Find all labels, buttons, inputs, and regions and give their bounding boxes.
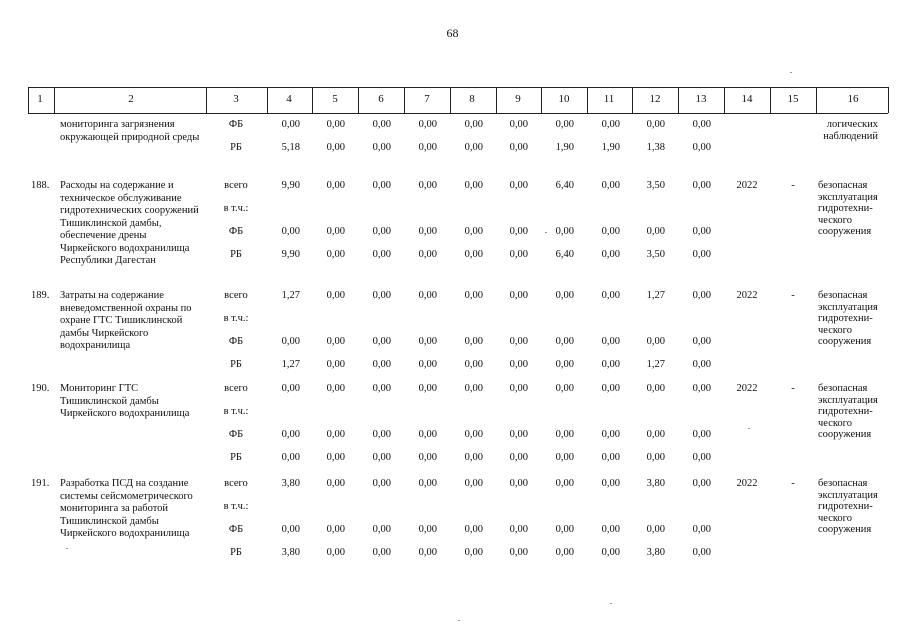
amount-cell: 0,00	[509, 249, 528, 260]
amount-cell: 0,00	[509, 180, 528, 191]
amount-cell: 0,00	[418, 180, 437, 191]
amount-cell: 0,00	[692, 290, 711, 301]
amount-cell: 3,50	[646, 249, 665, 260]
amount-cell: 1,27	[646, 290, 665, 301]
expected-result-line: ческого	[818, 214, 852, 226]
year-cell: 2022	[736, 478, 758, 489]
amount-cell: 0,00	[418, 290, 437, 301]
amount-cell: 0,00	[509, 452, 528, 463]
amount-cell: 0,00	[555, 359, 574, 370]
amount-cell: 0,00	[601, 383, 620, 394]
amount-cell: 0,00	[601, 249, 620, 260]
measure-name-line: системы сейсмометрического	[60, 490, 193, 502]
amount-cell: 0,00	[418, 478, 437, 489]
amount-cell: 0,00	[464, 359, 483, 370]
amount-cell: 0,00	[555, 429, 574, 440]
amount-cell: 0,00	[326, 547, 345, 558]
dash-cell: -	[791, 383, 795, 394]
column-header-3: 3	[233, 93, 239, 105]
amount-cell: 0,00	[601, 429, 620, 440]
amount-cell: 3,80	[646, 547, 665, 558]
amount-cell: 0,00	[692, 524, 711, 535]
expected-result-line: сооружения	[818, 524, 872, 535]
measure-name-line: вневедомственной охраны по	[60, 302, 192, 314]
amount-cell: 0,00	[464, 478, 483, 489]
header-column-divider	[358, 87, 359, 113]
amount-cell: 0,00	[372, 142, 391, 153]
header-bottom-rule	[28, 113, 888, 114]
expected-result-line: ческого	[818, 324, 852, 336]
amount-cell: 0,00	[464, 249, 483, 260]
scan-speck	[748, 428, 750, 429]
measure-name-line: Затраты на содержание	[60, 290, 164, 301]
amount-cell: 0,00	[509, 336, 528, 347]
amount-cell: 0,00	[372, 429, 391, 440]
amount-cell: 0,00	[555, 478, 574, 489]
amount-cell: 0,00	[372, 547, 391, 558]
scan-speck	[545, 232, 547, 233]
amount-cell: 0,00	[555, 119, 574, 130]
amount-cell: 0,00	[555, 226, 574, 237]
amount-cell: 0,00	[692, 249, 711, 260]
funding-source: ФБ	[228, 429, 244, 440]
expected-result-line: эксплуатация	[818, 489, 878, 501]
column-header-10: 10	[558, 93, 570, 105]
column-header-2: 2	[128, 93, 134, 105]
amount-cell: 0,00	[601, 336, 620, 347]
measure-name-line: мониторинга за работой	[60, 503, 169, 514]
funding-source: в т.ч.:	[223, 501, 249, 512]
amount-cell: 0,00	[372, 478, 391, 489]
amount-cell: 1,90	[601, 142, 620, 153]
expected-result-line: безопасная	[818, 290, 868, 301]
funding-source: РБ	[230, 452, 242, 463]
expected-result-line: сооружения	[818, 336, 872, 347]
column-header-12: 12	[649, 93, 661, 105]
column-header-16: 16	[847, 93, 859, 105]
expected-result-line: безопасная	[818, 478, 868, 489]
header-column-divider	[770, 87, 771, 113]
expected-result-line: эксплуатация	[818, 301, 878, 313]
column-header-13: 13	[695, 93, 707, 105]
amount-cell: 0,00	[509, 119, 528, 130]
amount-cell: 0,00	[326, 336, 345, 347]
measure-name-line: Республики Дагестан	[60, 255, 156, 266]
column-header-1: 1	[37, 93, 43, 105]
row-number: 190.	[31, 383, 50, 394]
amount-cell: 0,00	[418, 524, 437, 535]
amount-cell: 0,00	[281, 452, 300, 463]
amount-cell: 0,00	[509, 547, 528, 558]
amount-cell: 0,00	[509, 226, 528, 237]
header-column-divider	[450, 87, 451, 113]
column-header-9: 9	[515, 93, 521, 105]
amount-cell: 1,38	[646, 142, 665, 153]
header-column-divider	[206, 87, 207, 113]
amount-cell: 0,00	[418, 249, 437, 260]
column-header-6: 6	[378, 93, 384, 105]
expected-result-line: сооружения	[818, 226, 872, 237]
expected-result-line: эксплуатация	[818, 191, 878, 203]
funding-source: в т.ч.:	[223, 313, 249, 324]
amount-cell: 0,00	[692, 359, 711, 370]
dash-cell: -	[791, 478, 795, 489]
amount-cell: 0,00	[326, 359, 345, 370]
expected-result-line: сооружения	[818, 429, 872, 440]
amount-cell: 0,00	[326, 119, 345, 130]
amount-cell: 0,00	[281, 119, 300, 130]
amount-cell: 0,00	[326, 180, 345, 191]
funding-source: ФБ	[228, 226, 244, 237]
amount-cell: 0,00	[281, 226, 300, 237]
header-column-divider	[312, 87, 313, 113]
amount-cell: 0,00	[281, 336, 300, 347]
amount-cell: 0,00	[372, 180, 391, 191]
amount-cell: 0,00	[692, 119, 711, 130]
measure-name-line: гидротехнических сооружений	[60, 205, 199, 216]
page-number: 68	[446, 26, 459, 40]
amount-cell: 0,00	[372, 119, 391, 130]
amount-cell: 0,00	[692, 547, 711, 558]
amount-cell: 0,00	[372, 249, 391, 260]
amount-cell: 6,40	[555, 249, 574, 260]
header-top-rule	[28, 87, 888, 88]
expected-result-line: наблюдений	[823, 130, 878, 142]
funding-source: ФБ	[228, 524, 244, 535]
amount-cell: 0,00	[692, 452, 711, 463]
column-header-5: 5	[332, 93, 338, 105]
amount-cell: 0,00	[464, 180, 483, 191]
amount-cell: 0,00	[326, 383, 345, 394]
amount-cell: 0,00	[464, 547, 483, 558]
header-column-divider	[724, 87, 725, 113]
amount-cell: 0,00	[646, 119, 665, 130]
header-column-divider	[496, 87, 497, 113]
year-cell: 2022	[736, 383, 758, 394]
scan-speck	[790, 72, 792, 73]
amount-cell: 0,00	[509, 429, 528, 440]
amount-cell: 0,00	[418, 226, 437, 237]
header-column-divider	[632, 87, 633, 113]
year-cell: 2022	[736, 180, 758, 191]
amount-cell: 0,00	[509, 524, 528, 535]
amount-cell: 0,00	[692, 429, 711, 440]
amount-cell: 0,00	[601, 119, 620, 130]
amount-cell: 0,00	[646, 383, 665, 394]
expected-result-line: безопасная	[818, 180, 868, 191]
amount-cell: 0,00	[326, 226, 345, 237]
measure-name-line: дамбы Чиркейского	[60, 327, 149, 339]
amount-cell: 0,00	[646, 429, 665, 440]
measure-name-line: Разработка ПСД на создание	[60, 478, 189, 489]
amount-cell: 0,00	[555, 547, 574, 558]
amount-cell: 0,00	[646, 452, 665, 463]
amount-cell: 0,00	[601, 478, 620, 489]
amount-cell: 1,90	[555, 142, 574, 153]
amount-cell: 0,00	[418, 547, 437, 558]
measure-name-line: Чиркейского водохранилища	[60, 408, 190, 419]
amount-cell: 0,00	[464, 452, 483, 463]
expected-result-line: ческого	[818, 512, 852, 524]
column-header-8: 8	[469, 93, 475, 105]
dash-cell: -	[791, 290, 795, 301]
year-cell: 2022	[736, 290, 758, 301]
amount-cell: 0,00	[326, 290, 345, 301]
amount-cell: 0,00	[509, 383, 528, 394]
amount-cell: 0,00	[601, 226, 620, 237]
funding-source: РБ	[230, 249, 242, 260]
amount-cell: 0,00	[509, 478, 528, 489]
expected-result-line: гидротехни-	[818, 406, 873, 417]
amount-cell: 9,90	[281, 180, 300, 191]
amount-cell: 0,00	[601, 359, 620, 370]
funding-source: всего	[224, 180, 248, 191]
amount-cell: 0,00	[464, 226, 483, 237]
expected-result-line: гидротехни-	[818, 501, 873, 512]
header-column-divider	[678, 87, 679, 113]
row-number: 191.	[31, 478, 50, 489]
amount-cell: 0,00	[692, 180, 711, 191]
amount-cell: 0,00	[418, 359, 437, 370]
expected-result-line: гидротехни-	[818, 203, 873, 214]
amount-cell: 0,00	[372, 336, 391, 347]
amount-cell: 0,00	[464, 524, 483, 535]
header-column-divider	[816, 87, 817, 113]
amount-cell: 0,00	[372, 359, 391, 370]
amount-cell: 0,00	[464, 429, 483, 440]
expected-result-line: логических	[826, 119, 878, 130]
column-header-11: 11	[603, 93, 615, 105]
measure-name-line: Тишиклинской дамбы	[60, 395, 159, 407]
measure-name-line: Тишиклинской дамбы,	[60, 217, 162, 229]
amount-cell: 0,00	[555, 383, 574, 394]
amount-cell: 0,00	[555, 290, 574, 301]
amount-cell: 0,00	[372, 383, 391, 394]
amount-cell: 0,00	[418, 452, 437, 463]
amount-cell: 0,00	[646, 524, 665, 535]
expected-result-line: эксплуатация	[818, 394, 878, 406]
measure-name-line: мониторинга загрязнения	[60, 119, 175, 130]
expected-result-line: безопасная	[818, 383, 868, 394]
funding-source: ФБ	[228, 119, 244, 130]
funding-source: всего	[224, 478, 248, 489]
amount-cell: 1,27	[281, 359, 300, 370]
funding-source: РБ	[230, 359, 242, 370]
funding-source: РБ	[230, 547, 242, 558]
measure-name-line: Чиркейского водохранилища	[60, 528, 190, 539]
amount-cell: 0,00	[326, 249, 345, 260]
amount-cell: 0,00	[326, 478, 345, 489]
amount-cell: 0,00	[326, 429, 345, 440]
measure-name-line: Мониторинг ГТС	[60, 383, 139, 394]
amount-cell: 0,00	[418, 142, 437, 153]
amount-cell: 0,00	[692, 383, 711, 394]
amount-cell: 0,00	[692, 142, 711, 153]
scan-speck	[610, 603, 612, 604]
amount-cell: 0,00	[601, 524, 620, 535]
column-header-7: 7	[424, 93, 430, 105]
amount-cell: 0,00	[326, 524, 345, 535]
amount-cell: 0,00	[601, 290, 620, 301]
column-header-14: 14	[741, 93, 753, 105]
amount-cell: 0,00	[464, 336, 483, 347]
amount-cell: 3,80	[281, 547, 300, 558]
dash-cell: -	[791, 180, 795, 191]
amount-cell: 0,00	[692, 478, 711, 489]
amount-cell: 0,00	[509, 142, 528, 153]
amount-cell: 0,00	[509, 290, 528, 301]
column-header-4: 4	[286, 93, 292, 105]
amount-cell: 0,00	[464, 142, 483, 153]
amount-cell: 0,00	[372, 524, 391, 535]
amount-cell: 0,00	[418, 336, 437, 347]
measure-name-line: обеспечение дрены	[60, 230, 147, 241]
amount-cell: 0,00	[464, 290, 483, 301]
measure-name-line: водохранилища	[60, 340, 131, 351]
amount-cell: 0,00	[601, 547, 620, 558]
expected-result-line: ческого	[818, 417, 852, 429]
amount-cell: 0,00	[372, 226, 391, 237]
funding-source: РБ	[230, 142, 242, 153]
column-header-15: 15	[787, 93, 799, 105]
amount-cell: 0,00	[326, 452, 345, 463]
amount-cell: 0,00	[281, 524, 300, 535]
amount-cell: 0,00	[418, 119, 437, 130]
amount-cell: 1,27	[281, 290, 300, 301]
measure-name-line: охране ГТС Тишиклинской	[60, 315, 183, 326]
funding-source: ФБ	[228, 336, 244, 347]
funding-source: всего	[224, 383, 248, 394]
amount-cell: 0,00	[601, 180, 620, 191]
amount-cell: 0,00	[326, 142, 345, 153]
amount-cell: 9,90	[281, 249, 300, 260]
measure-name-line: техническое обслуживание	[60, 192, 182, 204]
header-column-divider	[404, 87, 405, 113]
header-column-divider	[541, 87, 542, 113]
amount-cell: 0,00	[646, 226, 665, 237]
amount-cell: 0,00	[555, 452, 574, 463]
amount-cell: 0,00	[372, 452, 391, 463]
amount-cell: 0,00	[555, 524, 574, 535]
measure-name-line: окружающей природной среды	[60, 131, 200, 143]
amount-cell: 0,00	[509, 359, 528, 370]
header-column-divider	[267, 87, 268, 113]
row-number: 188.	[31, 180, 50, 191]
amount-cell: 0,00	[464, 383, 483, 394]
amount-cell: 0,00	[418, 383, 437, 394]
amount-cell: 0,00	[372, 290, 391, 301]
amount-cell: 0,00	[464, 119, 483, 130]
amount-cell: 6,40	[555, 180, 574, 191]
amount-cell: 3,50	[646, 180, 665, 191]
amount-cell: 0,00	[281, 429, 300, 440]
amount-cell: 0,00	[692, 336, 711, 347]
amount-cell: 3,80	[281, 478, 300, 489]
row-number: 189.	[31, 290, 50, 301]
funding-source: всего	[224, 290, 248, 301]
amount-cell: 1,27	[646, 359, 665, 370]
funding-source: в т.ч.:	[223, 203, 249, 214]
scan-speck	[66, 548, 68, 549]
header-column-divider	[587, 87, 588, 113]
amount-cell: 0,00	[555, 336, 574, 347]
header-column-divider	[888, 87, 889, 113]
amount-cell: 5,18	[281, 142, 300, 153]
amount-cell: 0,00	[646, 336, 665, 347]
amount-cell: 0,00	[281, 383, 300, 394]
scan-speck	[458, 620, 460, 621]
measure-name-line: Чиркейского водохранилища	[60, 242, 190, 254]
amount-cell: 0,00	[601, 452, 620, 463]
amount-cell: 3,80	[646, 478, 665, 489]
funding-source: в т.ч.:	[223, 406, 249, 417]
measure-name-line: Тишиклинской дамбы	[60, 515, 159, 527]
measure-name-line: Расходы на содержание и	[60, 180, 174, 191]
amount-cell: 0,00	[418, 429, 437, 440]
amount-cell: 0,00	[692, 226, 711, 237]
expected-result-line: гидротехни-	[818, 313, 873, 324]
